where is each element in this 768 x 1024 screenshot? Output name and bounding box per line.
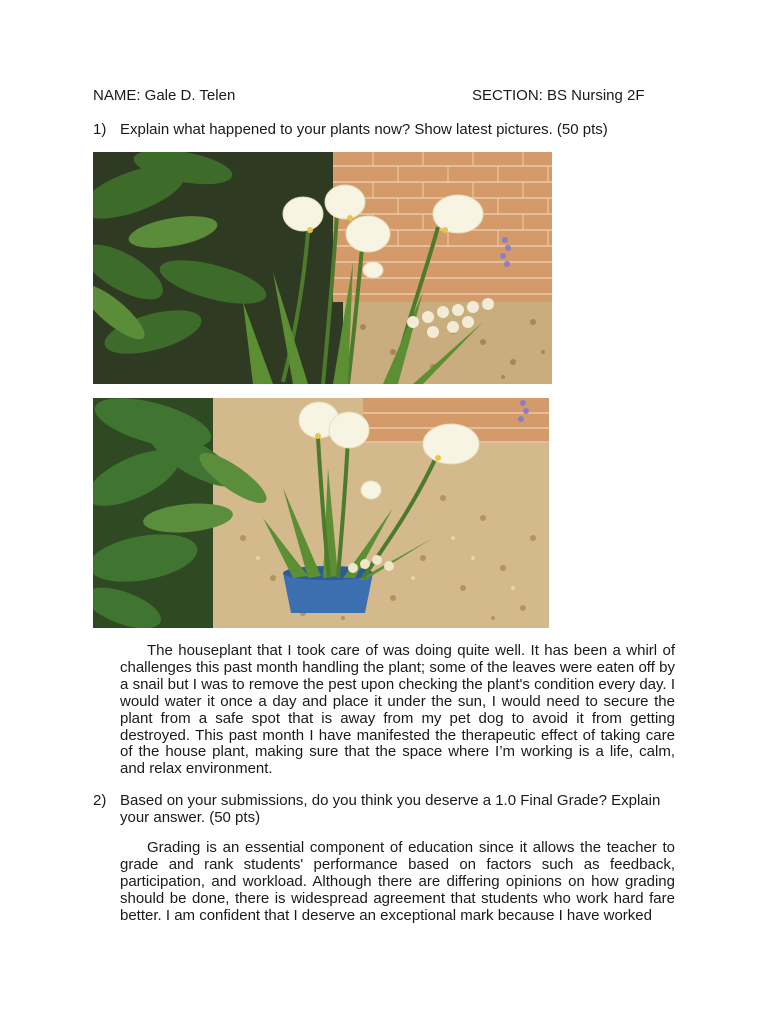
plant-photo-1 bbox=[93, 152, 552, 384]
answer-1-paragraph: The houseplant that I took care of was doing quite well. It has been a whirl of challenges this past month handling the plant; some of the leaves were eaten off by a snail but I was to remove the pest upon checking the plant's condition every day. I would water it once a day and place it under the sun, I would need to secure the plant from a safe spot that is away from my pet dog to avoid it from getting destroyed. This past month I have manifested the therapeutic effect of taking care of the house plant, making sure that the space where I’m working is a life, calm, and relax environment. bbox=[120, 642, 675, 778]
student-name: NAME: Gale D. Telen bbox=[93, 87, 236, 104]
answer-2-paragraph: Grading is an essential component of education since it allows the teacher to grade and rank students' performance based on factors such as feedback, participation, and workload. Although there are differing opinions on how grading should be done, there is widespread agreement that students who work hard fare better. I am confident that I deserve an exceptional mark because I have worked bbox=[120, 839, 675, 924]
question-1-number: 1) bbox=[93, 121, 107, 138]
student-section: SECTION: BS Nursing 2F bbox=[472, 87, 645, 104]
question-2-number: 2) bbox=[93, 792, 107, 809]
plant-photo-2 bbox=[93, 398, 549, 628]
question-2-text: Based on your submissions, do you think you deserve a 1.0 Final Grade? Explain your answer. (50 pts) bbox=[120, 792, 661, 826]
question-1-text: Explain what happened to your plants now? Show latest pictures. (50 pts) bbox=[120, 121, 608, 138]
